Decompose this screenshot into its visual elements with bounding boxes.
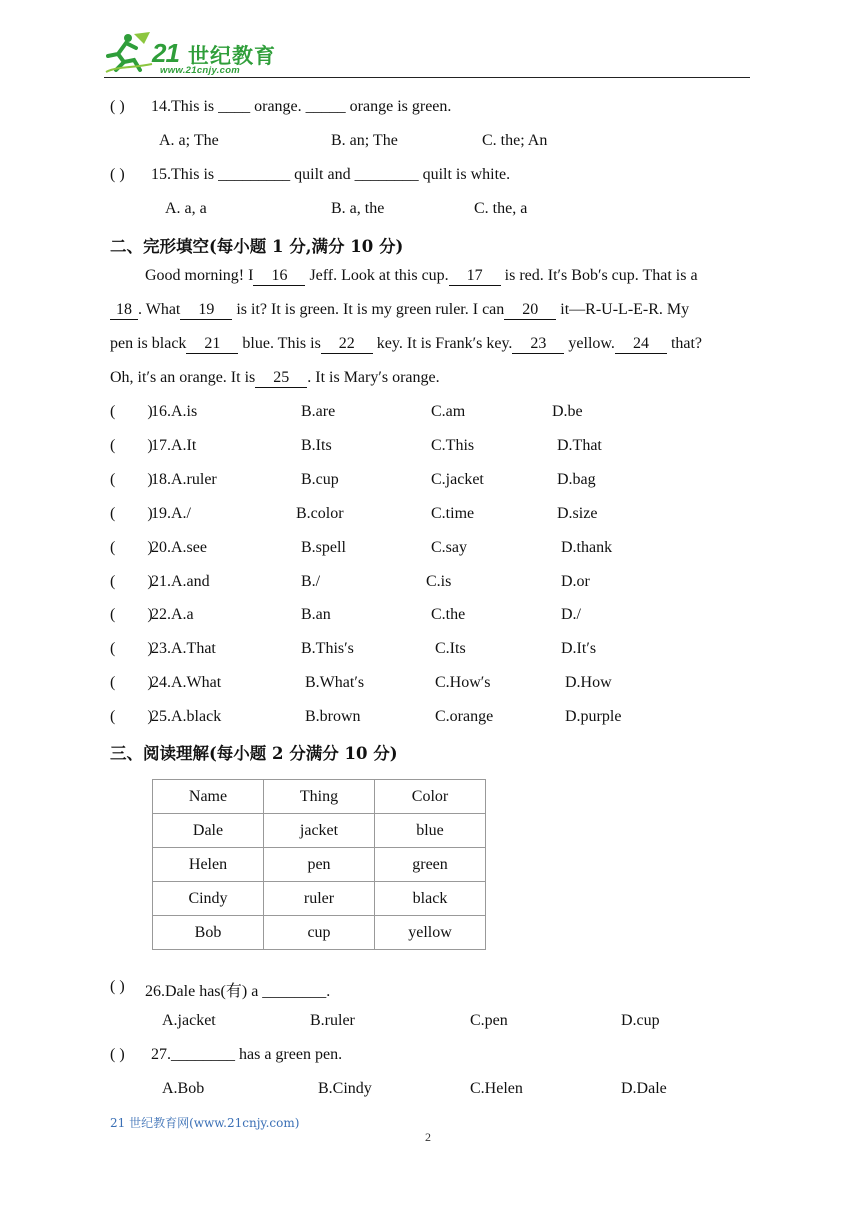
question-text: 27.________ has a green pen. [151,1046,343,1063]
cloze-passage-line: Good morning! I 16 Jeff. Look at this cup. 17 is red. It′s Bob′s cup. That is a [145,267,698,284]
blank-20[interactable]: 20 [504,301,556,320]
answer-paren[interactable]: ( ) [110,98,125,115]
option-a[interactable]: A.Bob [162,1080,205,1097]
option-d[interactable]: D.That [557,437,602,454]
option-d[interactable]: D./ [561,606,581,623]
table-cell: Bob [153,916,264,950]
page-number: 2 [425,1130,431,1144]
option-d[interactable]: D.purple [565,708,622,725]
option-b[interactable]: B.What′s [305,674,365,691]
option-d[interactable]: D.Dale [621,1080,667,1097]
table-cell: yellow [375,916,486,950]
answer-paren[interactable]: ( ) [110,674,153,691]
table-cell: black [375,882,486,916]
runner-icon [104,30,156,74]
option-d[interactable]: D.thank [561,539,613,556]
blank-17[interactable]: 17 [449,267,501,286]
option-a[interactable]: 22.A.a [151,606,194,623]
table-cell: blue [375,814,486,848]
table-cell: ruler [264,882,375,916]
option-c[interactable]: C.is [426,573,452,590]
option-a[interactable]: 16.A.is [151,403,198,420]
table-cell: Dale [153,814,264,848]
table-row [153,882,486,916]
table-header-cell: Name [153,780,264,814]
option-a[interactable]: A. a; The [159,132,219,149]
option-a[interactable]: 19.A./ [151,505,191,522]
table-cell: jacket [264,814,375,848]
option-c[interactable]: C. the; An [482,132,548,149]
answer-paren[interactable]: ( ) [110,573,153,590]
table-header-row [153,780,486,814]
blank-18[interactable]: 18 [110,301,138,320]
option-c[interactable]: C. the, a [474,200,528,217]
option-a[interactable]: 25.A.black [151,708,222,725]
answer-paren[interactable]: ( ) [110,166,125,183]
table-cell: pen [264,848,375,882]
logo-chinese-text: 世纪教育 [188,44,276,68]
option-c[interactable]: C.Helen [470,1080,523,1097]
blank-25[interactable]: 25 [255,369,307,388]
answer-blank[interactable]: ________ [262,983,327,1000]
option-c[interactable]: C.pen [470,1012,508,1029]
option-a[interactable]: 21.A.and [151,573,210,590]
question-text: 26.Dale has(有) a ________. [145,983,331,1000]
option-c[interactable]: C.am [431,403,466,420]
option-b[interactable]: B.brown [305,708,361,725]
option-d[interactable]: D.How [565,674,612,691]
reading-table [152,779,486,950]
answer-paren[interactable]: ( ) [110,437,153,454]
option-b[interactable]: B.color [296,505,344,522]
table-row [153,848,486,882]
option-a[interactable]: 23.A.That [151,640,216,657]
option-a[interactable]: 24.A.What [151,674,222,691]
option-a[interactable]: 17.A.It [151,437,197,454]
option-a[interactable]: 18.A.ruler [151,471,217,488]
table-cell: Cindy [153,882,264,916]
option-c[interactable]: C.orange [435,708,494,725]
answer-paren[interactable]: ( ) [110,471,153,488]
option-c[interactable]: C.the [431,606,466,623]
answer-blank[interactable]: ________ [171,1046,235,1063]
cloze-passage-line: pen is black 21 blue. This is 22 key. It is Frank′s key. 23 yellow. 24 that? [110,335,703,352]
question-text: 15.This is _________ quilt and ________ quilt is white. [151,166,511,183]
site-logo [104,30,274,78]
option-b[interactable]: B.are [301,403,336,420]
blank-23[interactable]: 23 [512,335,564,354]
logo-url: www.21cnjy.com [160,65,241,76]
option-b[interactable]: B.Its [301,437,332,454]
answer-paren[interactable]: ( ) [110,708,153,725]
cloze-passage-line: 18 . What 19 is it? It is green. It is my green ruler. I can 20 it—R-U-L-E-R. My [110,301,689,320]
option-b[interactable]: B. an; The [331,132,398,149]
answer-paren[interactable]: ( ) [110,539,153,556]
option-a[interactable]: A. a, a [165,200,207,217]
option-d[interactable]: D.cup [621,1012,660,1029]
answer-paren[interactable]: ( ) [110,403,153,420]
blank-22[interactable]: 22 [321,335,373,354]
answer-paren[interactable]: ( ) [110,1046,125,1063]
table-header-cell: Color [375,780,486,814]
option-c[interactable]: C.say [431,539,467,556]
option-b[interactable]: B.This′s [301,640,354,657]
option-d[interactable]: D.size [557,505,598,522]
option-b[interactable]: B. a, the [331,200,385,217]
option-b[interactable]: B.Cindy [318,1080,372,1097]
footer-source-link[interactable]: 21 世纪教育网(www.21cnjy.com) [110,1116,300,1130]
cloze-passage-line: Oh, it′s an orange. It is 25 . It is Mary′s orange. [110,369,440,386]
table-cell: Helen [153,848,264,882]
blank-19[interactable]: 19 [180,301,232,320]
table-row [153,814,486,848]
option-a[interactable]: A.jacket [162,1012,216,1029]
option-d[interactable]: D.It′s [561,640,597,657]
table-cell: green [375,848,486,882]
table-header-cell: Thing [264,780,375,814]
answer-paren[interactable]: ( ) [110,505,153,522]
header-divider [104,77,750,78]
blank-24[interactable]: 24 [615,335,667,354]
option-c[interactable]: C.jacket [431,471,484,488]
option-c[interactable]: C.Its [435,640,466,657]
option-b[interactable]: B.an [301,606,331,623]
blank-16[interactable]: 16 [253,267,305,286]
option-c[interactable]: C.How′s [435,674,491,691]
answer-paren[interactable]: ( ) [110,606,153,623]
answer-paren[interactable]: ( ) [110,640,153,657]
option-d[interactable]: D.bag [557,471,596,488]
table-row [153,916,486,950]
blank-21[interactable]: 21 [186,335,238,354]
option-b[interactable]: B.spell [301,539,346,556]
question-text: 14.This is ____ orange. _____ orange is green. [151,98,452,115]
option-c[interactable]: C.time [431,505,475,522]
answer-paren[interactable]: ( ) [110,978,125,995]
option-b[interactable]: B.ruler [310,1012,355,1029]
section-heading-cloze: 二、完形填空(每小题 1 分,满分 10 分) [110,237,404,256]
option-a[interactable]: 20.A.see [151,539,207,556]
option-b[interactable]: B./ [301,573,321,590]
option-d[interactable]: D.be [552,403,583,420]
logo-number: 21 [152,38,179,68]
table-cell: cup [264,916,375,950]
option-b[interactable]: B.cup [301,471,339,488]
section-heading-reading: 三、阅读理解(每小题 2 分满分 10 分) [110,744,398,763]
option-c[interactable]: C.This [431,437,475,454]
option-d[interactable]: D.or [561,573,590,590]
